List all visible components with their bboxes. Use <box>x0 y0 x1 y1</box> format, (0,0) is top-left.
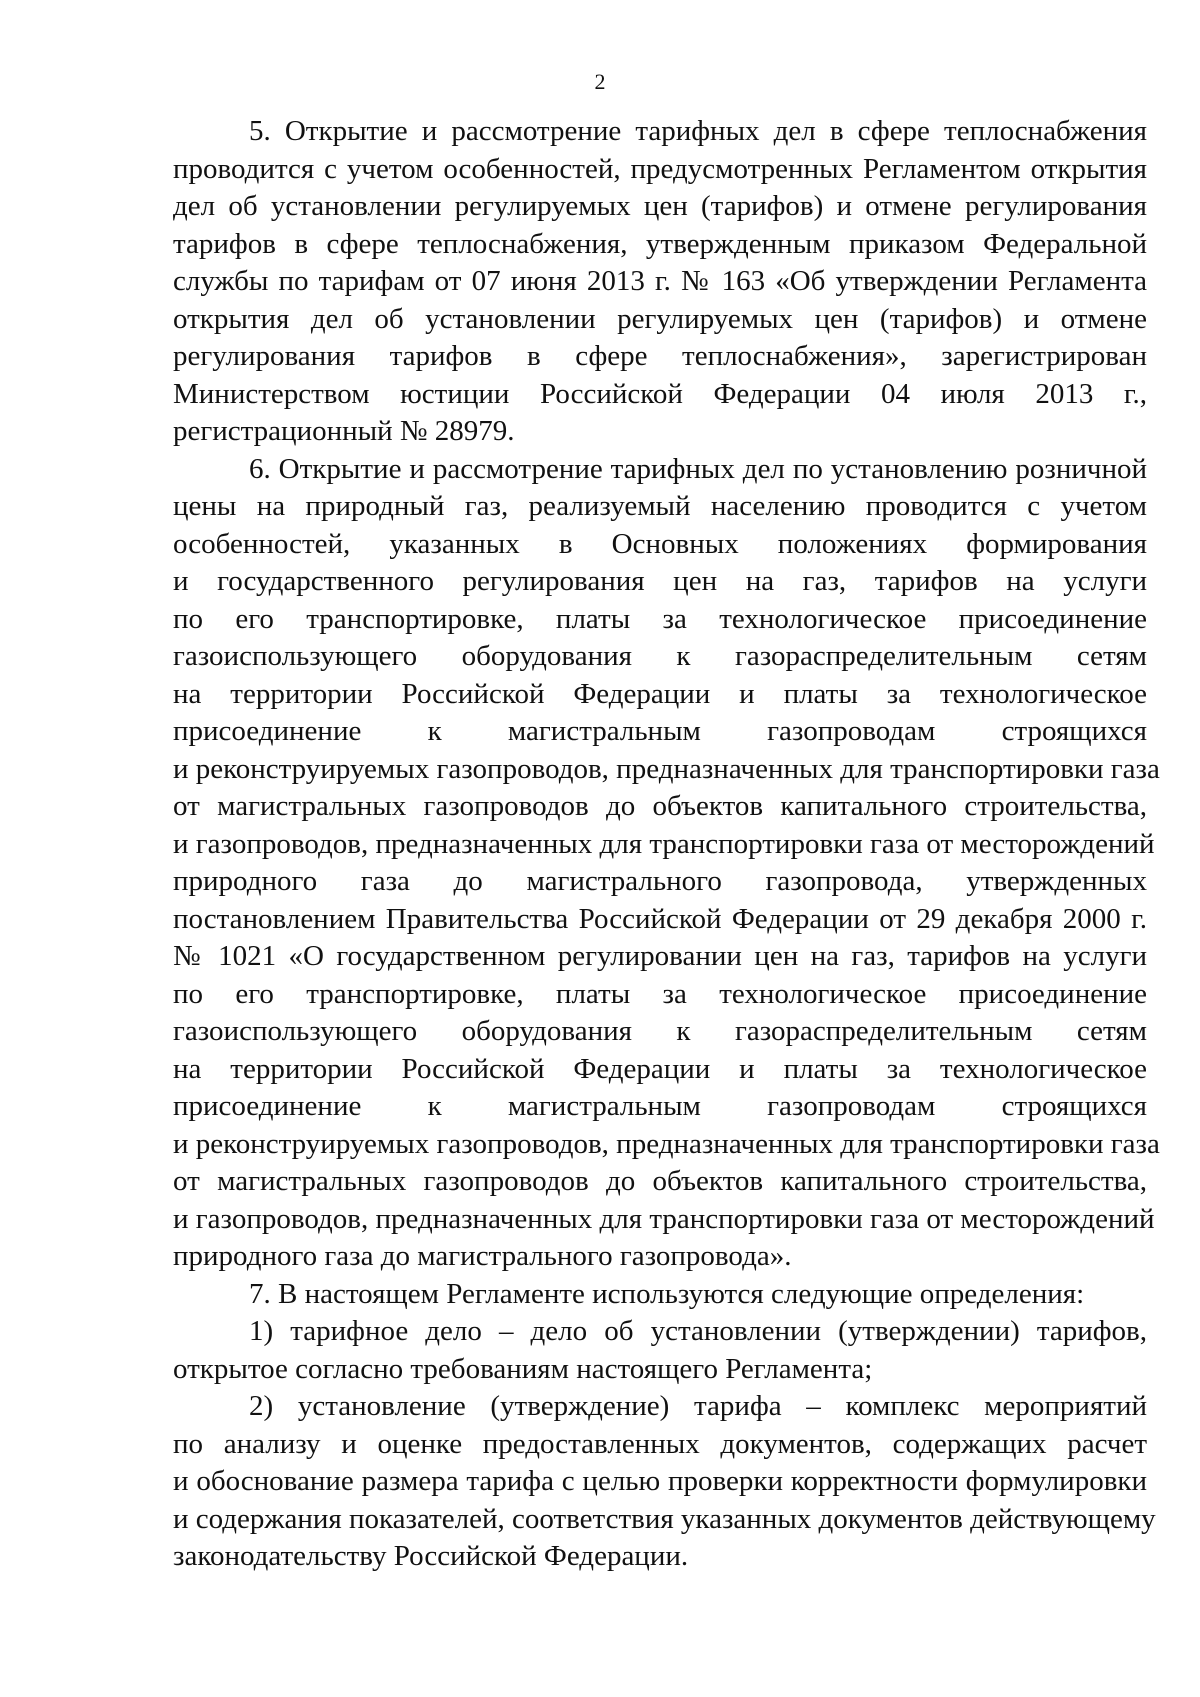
text-line: открытия дел об установлении регулируемых цен (тарифов) и отмене <box>173 302 1147 335</box>
text-line: регулирования тарифов в сфере теплоснабжения», зарегистрирован <box>173 340 1147 372</box>
text-line: на территории Российской Федерации и платы за технологическое <box>173 1052 1147 1085</box>
text-line: на территории Российской Федерации и платы за технологическое <box>173 677 1147 710</box>
text-line: 2) установление (утверждение) тарифа – комплекс мероприятий <box>249 1390 1147 1422</box>
text-line: 7. В настоящем Регламенте используются следующие определения: <box>249 1277 1085 1310</box>
text-line: 6. Открытие и рассмотрение тарифных дел по установлению розничной <box>249 452 1147 485</box>
text-line: присоединение к магистральным газопроводам строящихся <box>173 715 1147 747</box>
text-line: от магистральных газопроводов до объектов капитального строительства, <box>173 1165 1147 1197</box>
text-line: и реконструируемых газопроводов, предназначенных для транспортировки газа <box>173 752 1160 785</box>
text-line: и обоснование размера тарифа с целью проверки корректности формулировки <box>173 1465 1147 1497</box>
text-line: по его транспортировке, платы за технологическое присоединение <box>173 602 1147 635</box>
text-line: по его транспортировке, платы за технологическое присоединение <box>173 977 1147 1010</box>
text-line: службы по тарифам от 07 июня 2013 г. № 163 «Об утверждении Регламента <box>173 265 1147 297</box>
text-line: природного газа до магистрального газопровода, утвержденных <box>173 865 1147 897</box>
text-line: открытое согласно требованиям настоящего Регламента; <box>173 1352 873 1385</box>
text-line: газоиспользующего оборудования к газораспределительным сетям <box>173 640 1147 672</box>
text-line: присоединение к магистральным газопроводам строящихся <box>173 1090 1147 1122</box>
text-line: и реконструируемых газопроводов, предназначенных для транспортировки газа <box>173 1127 1160 1160</box>
text-line: от магистральных газопроводов до объектов капитального строительства, <box>173 790 1147 822</box>
definition-item-2 <box>173 1388 1156 1576</box>
text-line: Министерством юстиции Российской Федерации 04 июля 2013 г., <box>173 377 1147 410</box>
text-line: регистрационный № 28979. <box>173 415 515 447</box>
definition-item-1 <box>173 1313 1147 1388</box>
text-line: тарифов в сфере теплоснабжения, утвержденным приказом Федеральной <box>173 227 1147 260</box>
text-line: и газопроводов, предназначенных для транспортировки газа от месторождений <box>173 1202 1155 1235</box>
text-line: цены на природный газ, реализуемый населению проводится с учетом <box>173 490 1147 522</box>
text-line: законодательству Российской Федерации. <box>173 1540 689 1572</box>
text-line: 1) тарифное дело – дело об установлении (утверждении) тарифов, <box>249 1315 1147 1347</box>
text-line: и государственного регулирования цен на газ, тарифов на услуги <box>173 565 1147 597</box>
text-line: природного газа до магистрального газопровода». <box>173 1240 792 1272</box>
paragraph-6 <box>173 451 1160 1276</box>
text-line: газоиспользующего оборудования к газораспределительным сетям <box>173 1015 1147 1047</box>
text-line: и содержания показателей, соответствия указанных документов действующему <box>173 1502 1156 1535</box>
text-line: особенностей, указанных в Основных положениях формирования <box>173 527 1147 560</box>
paragraph-5 <box>173 113 1147 451</box>
text-line: постановлением Правительства Российской Федерации от 29 декабря 2000 г. <box>173 902 1147 935</box>
text-line: № 1021 «О государственном регулировании цен на газ, тарифов на услуги <box>173 940 1147 972</box>
text-line: по анализу и оценке предоставленных документов, содержащих расчет <box>173 1427 1147 1460</box>
paragraph-7 <box>173 1276 1147 1314</box>
page-number: 2 <box>594 69 606 94</box>
text-line: 5. Открытие и рассмотрение тарифных дел в сфере теплоснабжения <box>249 115 1147 147</box>
text-line: проводится с учетом особенностей, предусмотренных Регламентом открытия <box>173 152 1147 185</box>
text-line: и газопроводов, предназначенных для транспортировки газа от месторождений <box>173 827 1155 860</box>
document-body <box>173 113 1160 1576</box>
text-line: дел об установлении регулируемых цен (тарифов) и отмене регулирования <box>173 190 1147 222</box>
